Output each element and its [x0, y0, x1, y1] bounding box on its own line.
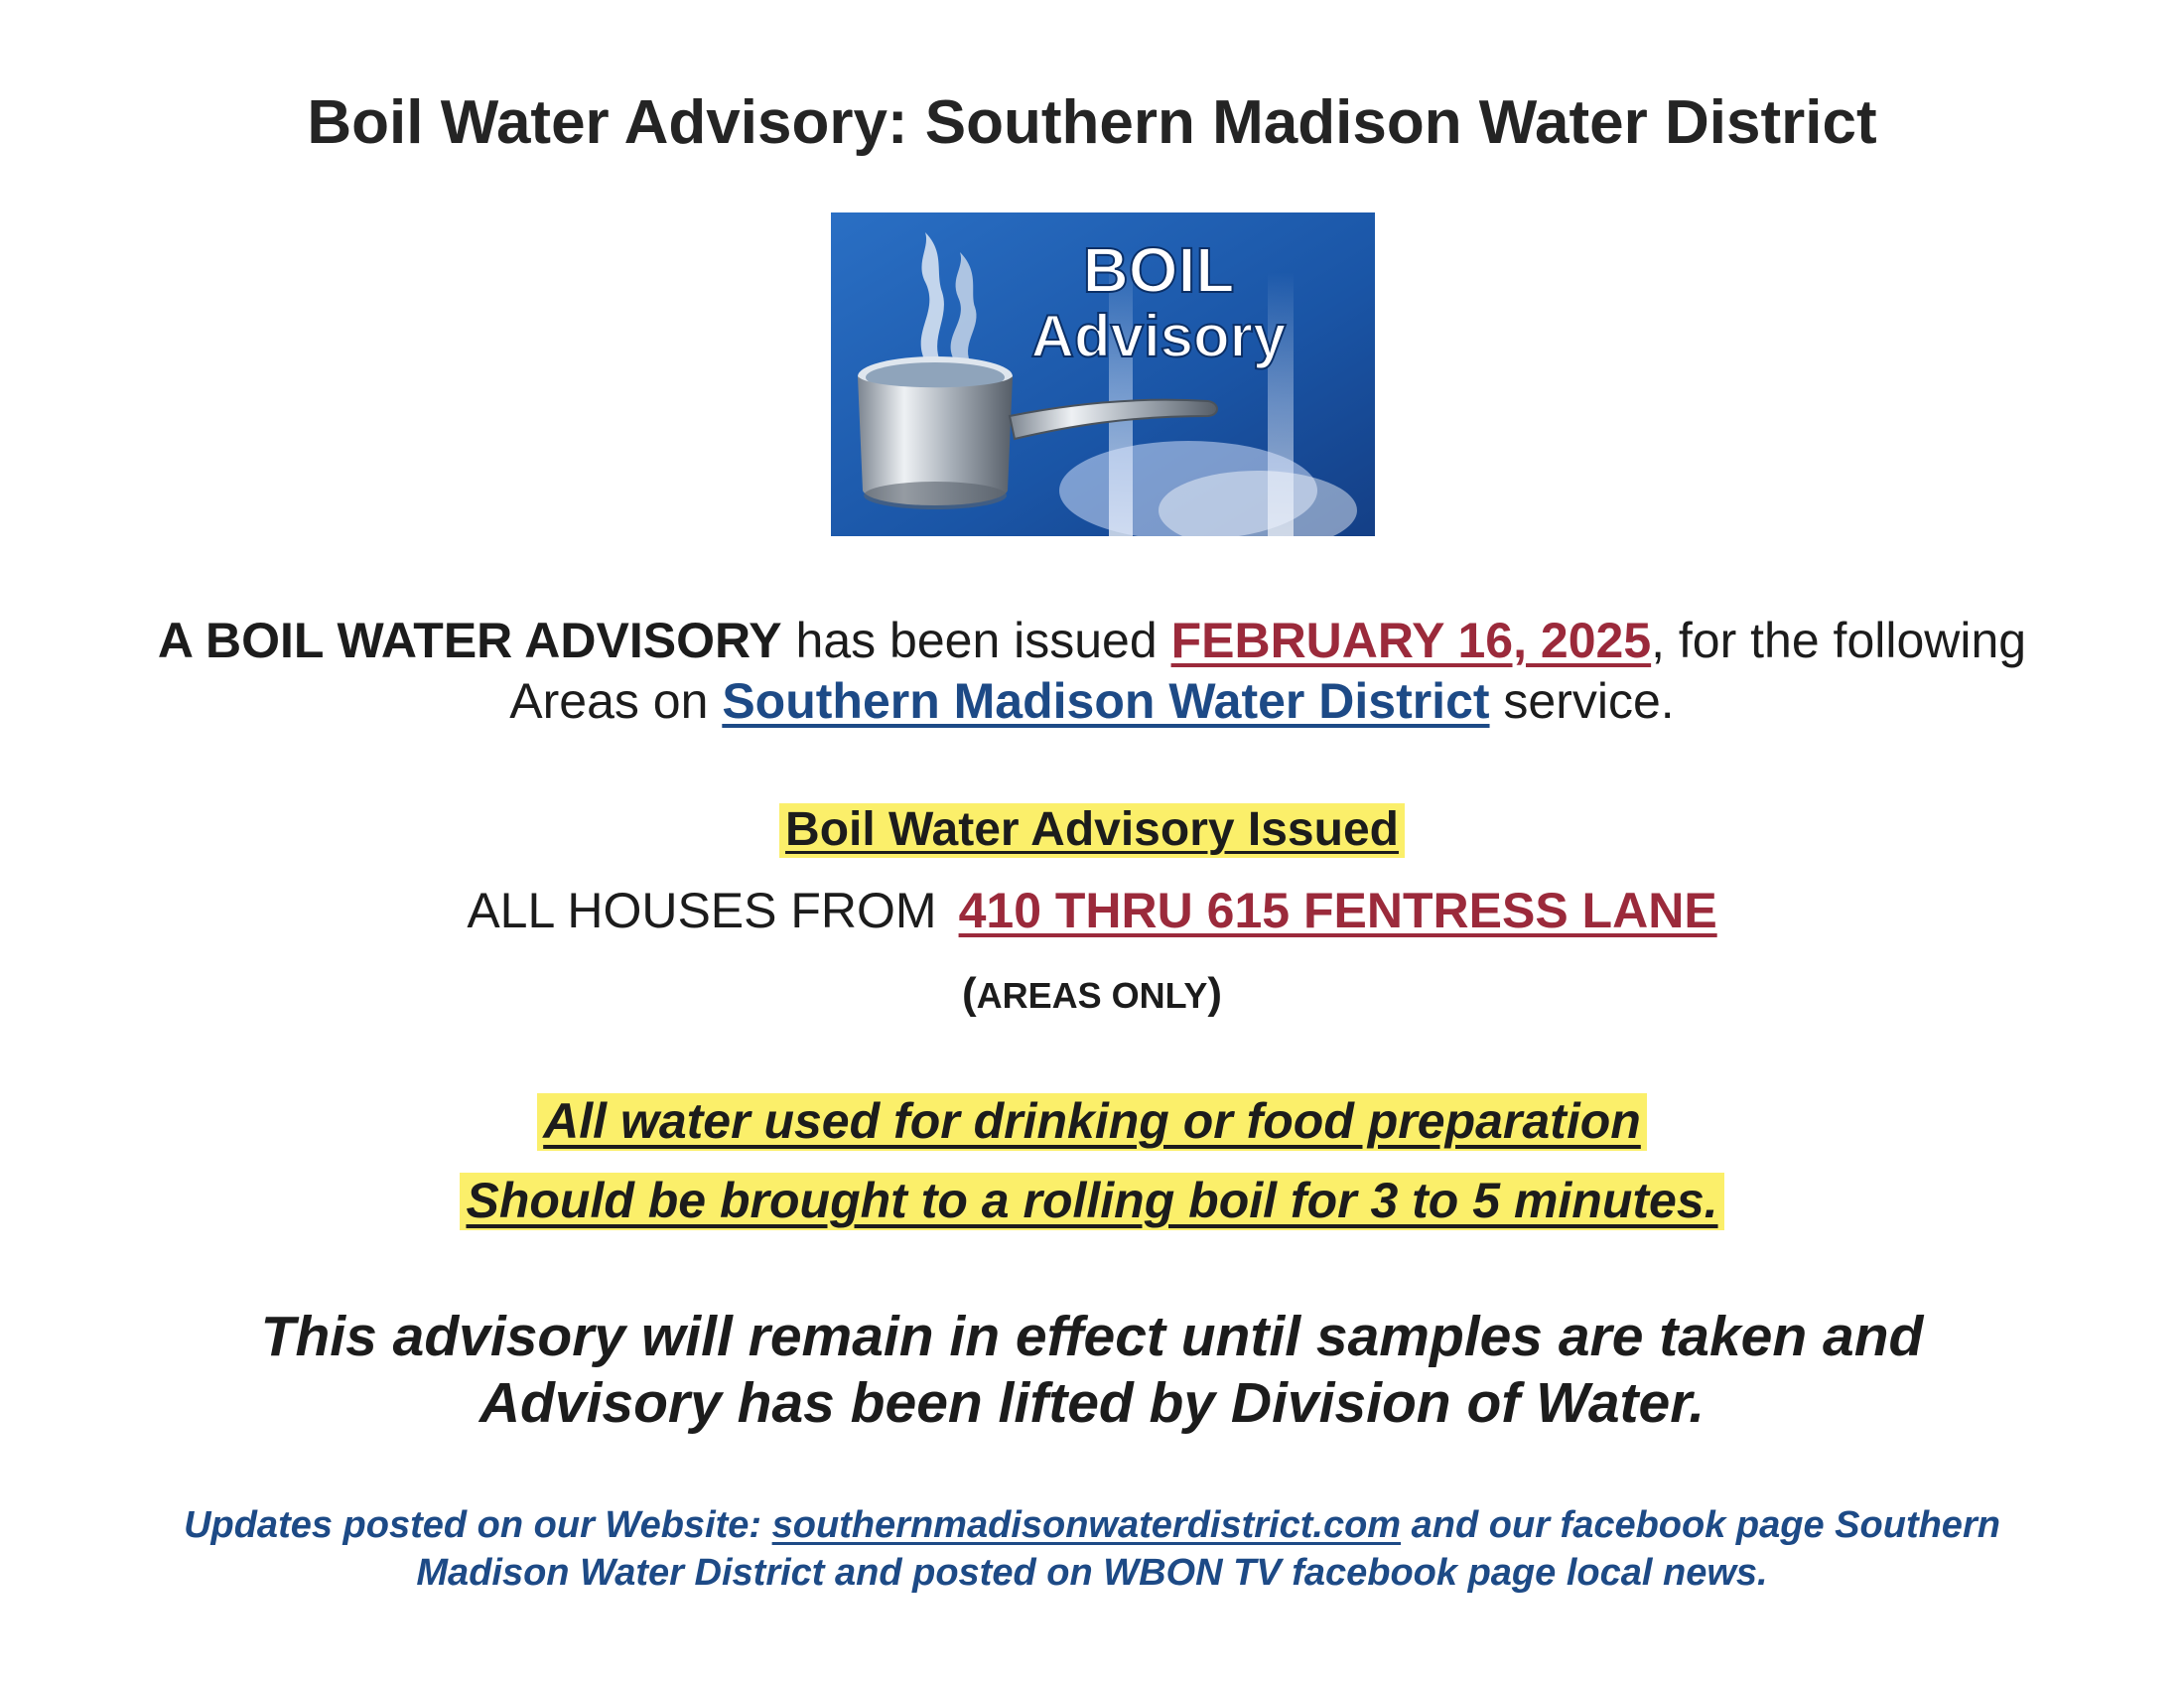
issue-date: FEBRUARY 16, 2025 — [1170, 613, 1652, 668]
issued-text: has been issued — [781, 613, 1171, 668]
instruction-line-2 — [0, 1172, 2184, 1229]
instruction-line-2-text: Should be brought to a rolling boil for 3 to 5 minutes. — [460, 1173, 1723, 1230]
advisory-lead: A BOIL WATER ADVISORY — [157, 613, 782, 668]
banner-line1: BOIL — [1082, 234, 1235, 306]
areas-only-text: AREAS ONLY — [976, 975, 1208, 1016]
houses-prefix: ALL HOUSES FROM — [467, 883, 937, 938]
district-name: Southern Madison Water District — [722, 673, 1490, 729]
intro-line-2 — [0, 672, 2184, 730]
following-text: , for the following — [1651, 613, 2027, 668]
page-title: Boil Water Advisory: Southern Madison Water District — [307, 88, 1877, 157]
houses-range: 410 THRU 615 FENTRESS LANE — [958, 883, 1717, 938]
instruction-line-1 — [0, 1092, 2184, 1150]
areas-only — [0, 969, 2184, 1019]
areas-open-paren: ( — [961, 969, 977, 1018]
updates-prefix: Updates posted on our Website: — [184, 1504, 772, 1546]
issued-heading — [0, 802, 2184, 857]
updates-line-2: Madison Water District and posted on WBON TV facebook page local news. — [416, 1552, 1768, 1594]
areas-close-paren: ) — [1207, 969, 1223, 1018]
website-link[interactable]: southernmadisonwaterdistrict.com — [771, 1504, 1402, 1546]
service-text: service. — [1489, 673, 1675, 729]
issued-heading-text: Boil Water Advisory Issued — [779, 803, 1405, 858]
boil-advisory-banner — [831, 212, 1375, 536]
updates-suffix: and our facebook page Southern — [1401, 1504, 2000, 1546]
banner-line2: Advisory — [1030, 303, 1287, 369]
intro-line-1 — [0, 612, 2184, 669]
effect-line-1: This advisory will remain in effect until samples are taken and — [260, 1305, 1924, 1368]
updates-line-1 — [0, 1504, 2184, 1547]
areas-text: Areas on — [509, 673, 723, 729]
houses-line — [0, 882, 2184, 939]
instruction-line-1-text: All water used for drinking or food preparation — [537, 1093, 1647, 1151]
effect-line-2: Advisory has been lifted by Division of Water. — [478, 1371, 1706, 1435]
